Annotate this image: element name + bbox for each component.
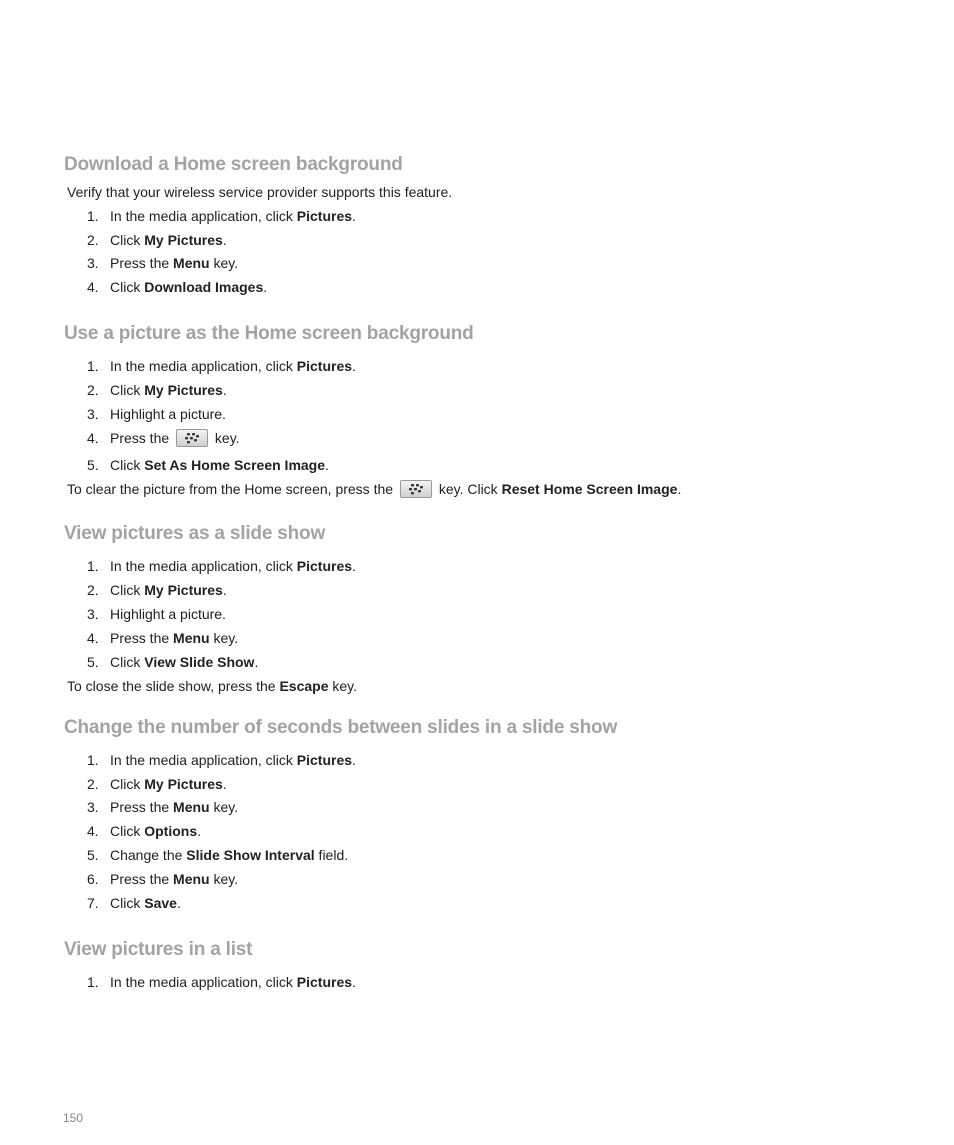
step-number: 4. [87, 823, 99, 839]
note-text: To clear the picture from the Home screen, press the key. Click Reset Home Screen Image. [67, 481, 682, 497]
step-number: 2. [87, 382, 99, 398]
step-text: Press the key. [110, 430, 240, 446]
step-number: 6. [87, 871, 99, 887]
step-number: 1. [87, 558, 99, 574]
heading-download-home-background: Download a Home screen background [64, 154, 403, 175]
heading-view-pictures-list: View pictures in a list [64, 939, 253, 960]
step-number: 2. [87, 776, 99, 792]
step-text: Press the Menu key. [110, 255, 239, 271]
step-text: Change the Slide Show Interval field. [110, 847, 349, 863]
step-number: 3. [87, 606, 99, 622]
step-number: 2. [87, 582, 99, 598]
step-text: In the media application, click Pictures. [110, 974, 356, 990]
step-text: Click Download Images. [110, 279, 268, 295]
step-text: Press the Menu key. [110, 630, 239, 646]
step-number: 1. [87, 752, 99, 768]
step-number: 3. [87, 799, 99, 815]
step-text: Highlight a picture. [110, 406, 226, 422]
step-text: Click My Pictures. [110, 776, 227, 792]
step-number: 5. [87, 654, 99, 670]
step-number: 4. [87, 430, 99, 446]
step-text: Click View Slide Show. [110, 654, 259, 670]
page-number: 150 [63, 1111, 84, 1125]
heading-change-slide-interval: Change the number of seconds between slides in a slide show [64, 717, 618, 738]
step-text: Click My Pictures. [110, 582, 227, 598]
step-text: Highlight a picture. [110, 606, 226, 622]
step-number: 1. [87, 974, 99, 990]
step-text: Click Set As Home Screen Image. [110, 457, 329, 473]
menu-key-icon [176, 429, 208, 447]
step-number: 4. [87, 630, 99, 646]
step-text: Click My Pictures. [110, 382, 227, 398]
step-text: In the media application, click Pictures. [110, 358, 356, 374]
step-number: 1. [87, 208, 99, 224]
step-text: Click Save. [110, 895, 181, 911]
step-number: 5. [87, 457, 99, 473]
step-text: In the media application, click Pictures. [110, 558, 356, 574]
step-text: Click My Pictures. [110, 232, 227, 248]
heading-view-slide-show: View pictures as a slide show [64, 523, 326, 544]
step-number: 3. [87, 255, 99, 271]
step-number: 3. [87, 406, 99, 422]
step-text: Click Options. [110, 823, 202, 839]
step-text: Press the Menu key. [110, 871, 239, 887]
step-text: In the media application, click Pictures. [110, 752, 356, 768]
step-number: 1. [87, 358, 99, 374]
step-number: 7. [87, 895, 99, 911]
step-number: 5. [87, 847, 99, 863]
step-text: Press the Menu key. [110, 799, 239, 815]
note-text: To close the slide show, press the Escape key. [67, 678, 358, 694]
intro-text: Verify that your wireless service provider supports this feature. [67, 184, 453, 200]
heading-use-picture-home-background: Use a picture as the Home screen background [64, 323, 474, 344]
menu-key-icon [400, 480, 432, 498]
step-text: In the media application, click Pictures. [110, 208, 356, 224]
step-number: 4. [87, 279, 99, 295]
step-number: 2. [87, 232, 99, 248]
